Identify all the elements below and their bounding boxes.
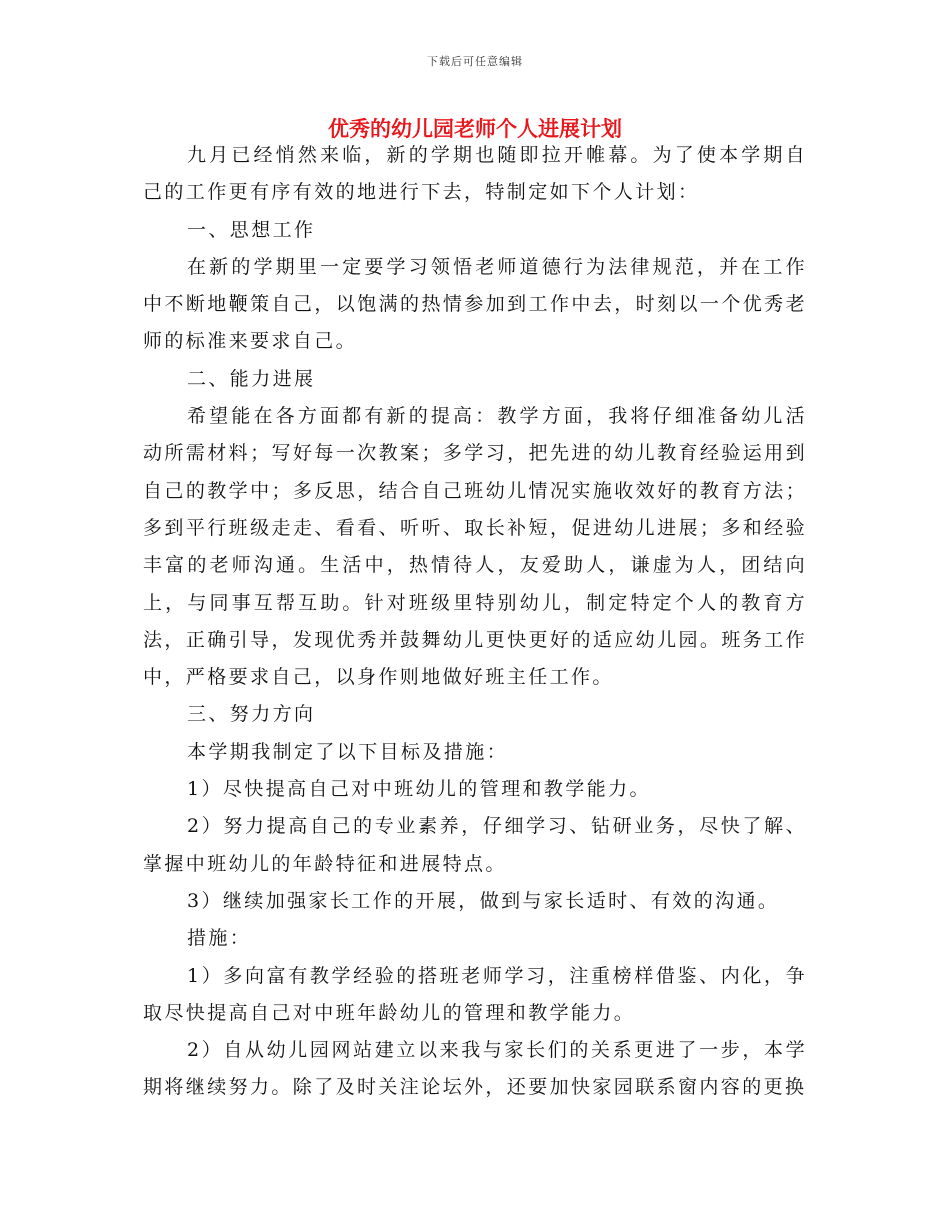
section-heading-3: 三、努力方向 [187, 703, 316, 726]
section-heading-2: 二、能力进展 [187, 367, 316, 390]
paragraph-section-1: 在新的学期里一定要学习领悟老师道德行为法律规范，并在工作中不断地鞭策自己，以饱满的热情参加到工作中去，时刻以一个优秀老师的标准来要求自己。 [143, 255, 807, 353]
paragraph-section-2: 希望能在各方面都有新的提高：教学方面，我将仔细准备幼儿活动所需材料；写好每一次教案；多学习，把先进的幼儿教育经验运用到自己的教学中；多反思，结合自己班幼儿情况实施收效好的教育方法；多到平行班级走走、看看、听听、取长补短，促进幼儿进展；多和经验丰富的老师沟通。生活中，热情待人，友爱助人，谦虚为人，团结向上，与同事互帮互助。针对班级里特别幼儿，制定特定个人的教育方法，正确引导，发现优秀并鼓舞幼儿更快更好的适应幼儿园。班务工作中，严格要求自己，以身作则地做好班主任工作。 [143, 405, 807, 689]
goal-item-3: 3）继续加强家长工作的开展，做到与家长适时、有效的沟通。 [187, 889, 780, 912]
document-title: 优秀的幼儿园老师个人进展计划 [328, 116, 622, 141]
measure-item-2: 2）自从幼儿园网站建立以来我与家长们的关系更进了一步，本学期将继续努力。除了及时关注论坛外，还要加快家园联系窗内容的更换 [143, 1039, 807, 1099]
paragraph-intro: 九月已经悄然来临，新的学期也随即拉开帷幕。为了使本学期自己的工作更有序有效的地进行下去，特制定如下个人计划： [143, 144, 807, 204]
goal-item-2: 2）努力提高自己的专业素养，仔细学习、钻研业务，尽快了解、掌握中班幼儿的年龄特征和进展特点。 [143, 815, 807, 875]
paragraph-goals-intro: 本学期我制定了以下目标及措施： [187, 740, 509, 763]
measures-heading: 措施： [187, 927, 252, 950]
header-note: 下载后可任意编辑 [427, 55, 523, 68]
document-body [143, 137, 807, 1107]
section-heading-1: 一、思想工作 [187, 218, 316, 241]
measure-item-1: 1）多向富有教学经验的搭班老师学习，注重榜样借鉴、内化，争取尽快提高自己对中班年龄幼儿的管理和教学能力。 [143, 964, 807, 1024]
goal-item-1: 1）尽快提高自己对中班幼儿的管理和教学能力。 [187, 778, 651, 801]
